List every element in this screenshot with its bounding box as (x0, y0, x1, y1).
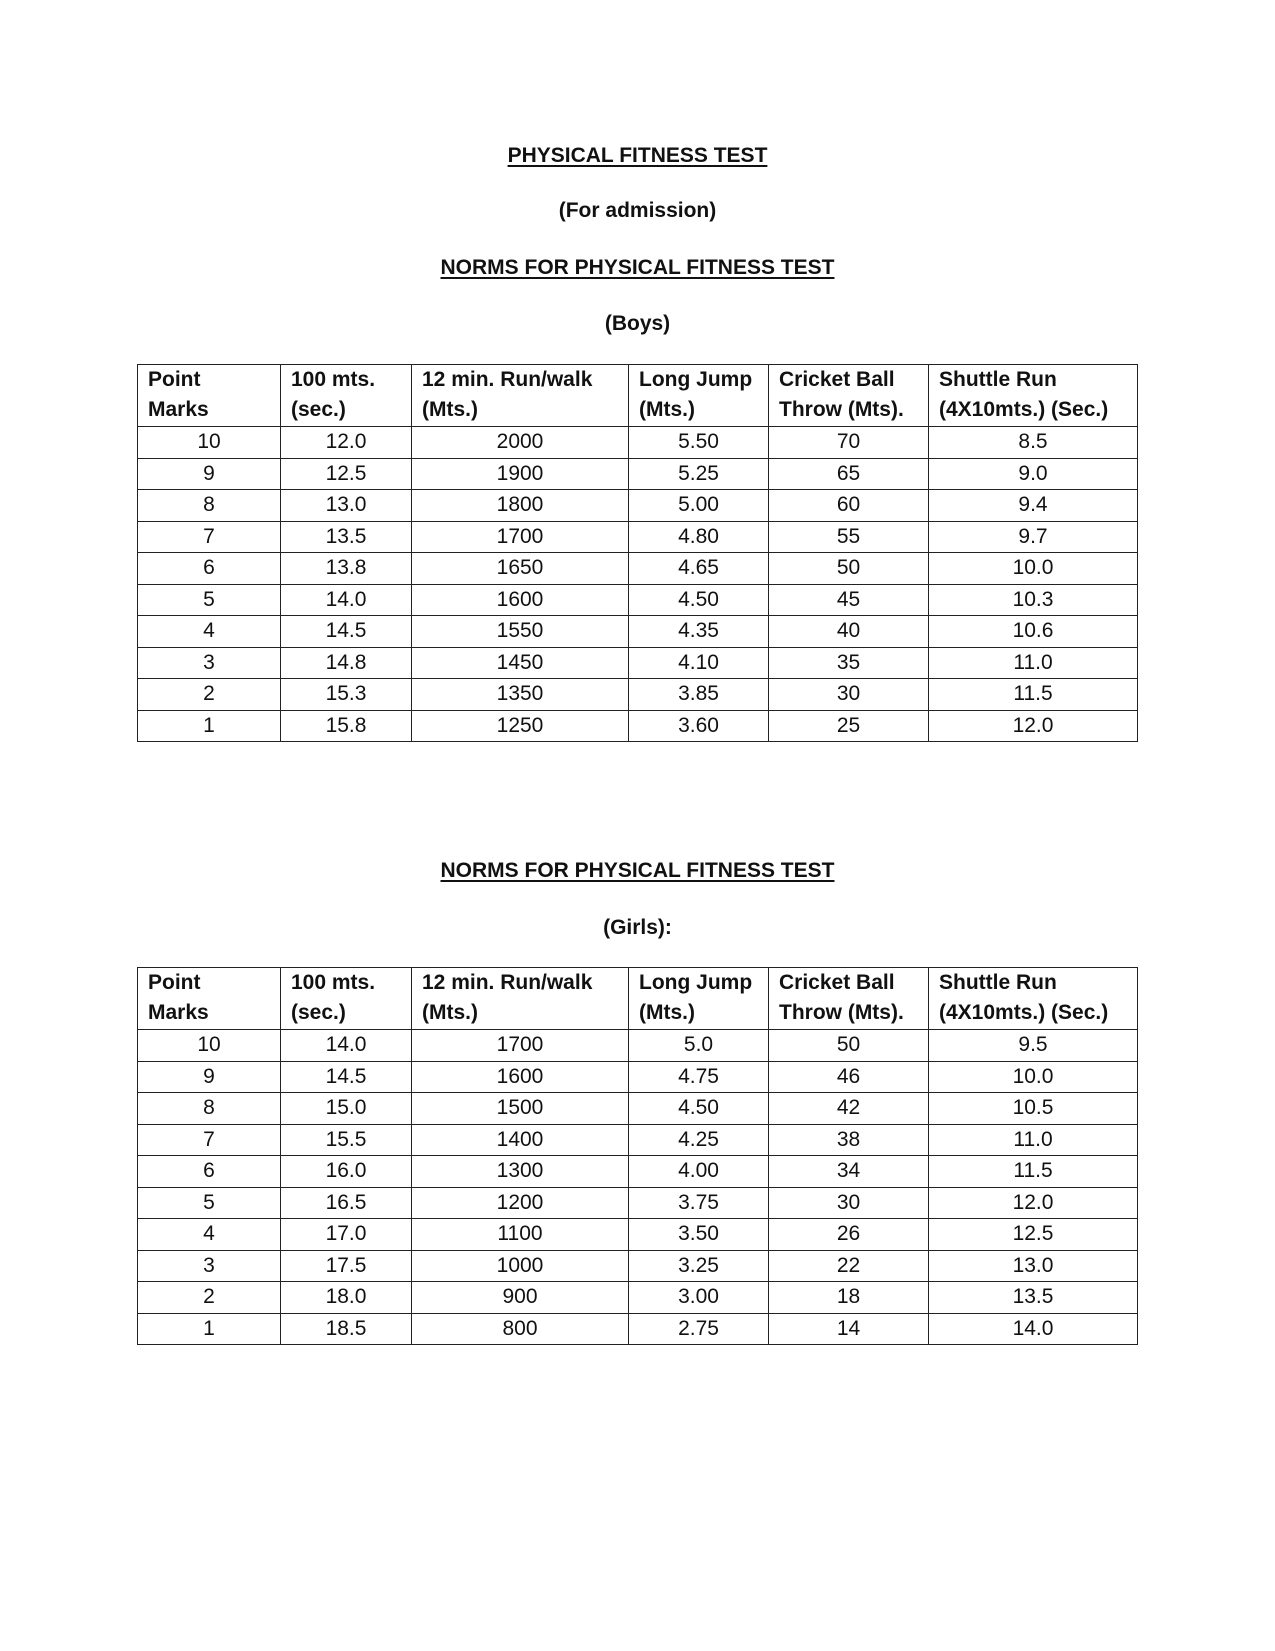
cell-shuttle-run: 12.0 (929, 1187, 1138, 1219)
cell-point-marks: 3 (138, 647, 281, 679)
cell-shuttle-run: 9.7 (929, 521, 1138, 553)
cell-long-jump: 5.50 (629, 427, 769, 459)
cell-long-jump: 4.10 (629, 647, 769, 679)
cell-shuttle-run: 8.5 (929, 427, 1138, 459)
cell-12-min-run-walk: 900 (412, 1282, 629, 1314)
cell-shuttle-run: 9.4 (929, 490, 1138, 522)
cell-12-min-run-walk: 1600 (412, 1061, 629, 1093)
cell-point-marks: 3 (138, 1250, 281, 1282)
table-row (138, 490, 1138, 522)
cell-long-jump: 3.85 (629, 679, 769, 711)
cell-long-jump: 4.75 (629, 1061, 769, 1093)
boys-section-heading: NORMS FOR PHYSICAL FITNESS TEST (440, 256, 835, 279)
cell-long-jump: 4.25 (629, 1124, 769, 1156)
girls-table-header (138, 968, 1138, 1030)
cell-100-mts: 13.0 (281, 490, 412, 522)
cell-long-jump: 5.25 (629, 458, 769, 490)
cell-long-jump: 3.25 (629, 1250, 769, 1282)
header-shuttle-run: Shuttle Run (4X10mts.) (Sec.) (929, 365, 1138, 427)
cell-point-marks: 8 (138, 490, 281, 522)
cell-12-min-run-walk: 800 (412, 1313, 629, 1345)
cell-long-jump: 3.00 (629, 1282, 769, 1314)
table-row (138, 427, 1138, 459)
girls-group-label: (Girls): (603, 916, 672, 939)
cell-100-mts: 15.5 (281, 1124, 412, 1156)
cell-cricket-ball-throw: 30 (769, 1187, 929, 1219)
girls-norms-table (137, 967, 1138, 1345)
cell-100-mts: 12.5 (281, 458, 412, 490)
cell-100-mts: 13.8 (281, 553, 412, 585)
cell-long-jump: 4.35 (629, 616, 769, 648)
cell-shuttle-run: 12.5 (929, 1219, 1138, 1251)
cell-100-mts: 17.5 (281, 1250, 412, 1282)
header-row (138, 968, 1138, 1030)
table-row (138, 679, 1138, 711)
cell-cricket-ball-throw: 30 (769, 679, 929, 711)
cell-cricket-ball-throw: 18 (769, 1282, 929, 1314)
boys-table-header (138, 365, 1138, 427)
cell-cricket-ball-throw: 70 (769, 427, 929, 459)
cell-12-min-run-walk: 1400 (412, 1124, 629, 1156)
cell-100-mts: 14.0 (281, 1030, 412, 1062)
cell-cricket-ball-throw: 46 (769, 1061, 929, 1093)
cell-point-marks: 10 (138, 1030, 281, 1062)
cell-cricket-ball-throw: 14 (769, 1313, 929, 1345)
cell-100-mts: 15.8 (281, 710, 412, 742)
cell-100-mts: 14.5 (281, 616, 412, 648)
cell-point-marks: 10 (138, 427, 281, 459)
header-cricket-ball-throw: Cricket Ball Throw (Mts). (769, 365, 929, 427)
cell-long-jump: 5.0 (629, 1030, 769, 1062)
cell-cricket-ball-throw: 38 (769, 1124, 929, 1156)
cell-100-mts: 13.5 (281, 521, 412, 553)
header-long-jump: Long Jump (Mts.) (629, 365, 769, 427)
cell-point-marks: 1 (138, 710, 281, 742)
table-row (138, 1313, 1138, 1345)
header-point-marks: Point Marks (138, 968, 281, 1030)
cell-point-marks: 2 (138, 679, 281, 711)
boys-norms-table (137, 364, 1138, 742)
cell-12-min-run-walk: 1700 (412, 1030, 629, 1062)
table-row (138, 1061, 1138, 1093)
header-long-jump: Long Jump (Mts.) (629, 968, 769, 1030)
page-subtitle: (For admission) (558, 199, 717, 222)
cell-cricket-ball-throw: 50 (769, 553, 929, 585)
cell-cricket-ball-throw: 42 (769, 1093, 929, 1125)
cell-cricket-ball-throw: 40 (769, 616, 929, 648)
cell-point-marks: 6 (138, 1156, 281, 1188)
table-row (138, 1030, 1138, 1062)
table-row (138, 521, 1138, 553)
cell-point-marks: 4 (138, 616, 281, 648)
cell-cricket-ball-throw: 25 (769, 710, 929, 742)
cell-shuttle-run: 10.6 (929, 616, 1138, 648)
cell-100-mts: 14.5 (281, 1061, 412, 1093)
cell-12-min-run-walk: 1900 (412, 458, 629, 490)
table-row (138, 1156, 1138, 1188)
cell-point-marks: 9 (138, 1061, 281, 1093)
cell-point-marks: 4 (138, 1219, 281, 1251)
cell-cricket-ball-throw: 34 (769, 1156, 929, 1188)
cell-12-min-run-walk: 1100 (412, 1219, 629, 1251)
page-title: PHYSICAL FITNESS TEST (507, 144, 768, 167)
cell-shuttle-run: 9.5 (929, 1030, 1138, 1062)
table-row (138, 584, 1138, 616)
header-100-mts: 100 mts. (sec.) (281, 968, 412, 1030)
cell-shuttle-run: 10.5 (929, 1093, 1138, 1125)
cell-100-mts: 15.3 (281, 679, 412, 711)
cell-cricket-ball-throw: 35 (769, 647, 929, 679)
cell-12-min-run-walk: 1800 (412, 490, 629, 522)
cell-point-marks: 8 (138, 1093, 281, 1125)
cell-12-min-run-walk: 1000 (412, 1250, 629, 1282)
cell-100-mts: 18.0 (281, 1282, 412, 1314)
table-row (138, 458, 1138, 490)
cell-cricket-ball-throw: 26 (769, 1219, 929, 1251)
cell-shuttle-run: 11.0 (929, 1124, 1138, 1156)
cell-100-mts: 17.0 (281, 1219, 412, 1251)
cell-point-marks: 5 (138, 1187, 281, 1219)
cell-long-jump: 4.50 (629, 584, 769, 616)
boys-table-body (138, 427, 1138, 742)
cell-point-marks: 7 (138, 521, 281, 553)
cell-100-mts: 12.0 (281, 427, 412, 459)
cell-long-jump: 3.50 (629, 1219, 769, 1251)
cell-shuttle-run: 11.5 (929, 679, 1138, 711)
cell-cricket-ball-throw: 65 (769, 458, 929, 490)
cell-12-min-run-walk: 1700 (412, 521, 629, 553)
cell-cricket-ball-throw: 60 (769, 490, 929, 522)
cell-cricket-ball-throw: 50 (769, 1030, 929, 1062)
cell-point-marks: 9 (138, 458, 281, 490)
cell-12-min-run-walk: 1450 (412, 647, 629, 679)
header-100-mts: 100 mts. (sec.) (281, 365, 412, 427)
header-12-min-run-walk: 12 min. Run/walk (Mts.) (412, 968, 629, 1030)
cell-shuttle-run: 13.5 (929, 1282, 1138, 1314)
cell-long-jump: 4.65 (629, 553, 769, 585)
cell-12-min-run-walk: 1550 (412, 616, 629, 648)
cell-cricket-ball-throw: 45 (769, 584, 929, 616)
table-row (138, 553, 1138, 585)
cell-cricket-ball-throw: 22 (769, 1250, 929, 1282)
cell-long-jump: 4.00 (629, 1156, 769, 1188)
cell-12-min-run-walk: 1200 (412, 1187, 629, 1219)
cell-12-min-run-walk: 1350 (412, 679, 629, 711)
cell-cricket-ball-throw: 55 (769, 521, 929, 553)
header-shuttle-run: Shuttle Run (4X10mts.) (Sec.) (929, 968, 1138, 1030)
cell-12-min-run-walk: 1650 (412, 553, 629, 585)
cell-shuttle-run: 11.5 (929, 1156, 1138, 1188)
girls-section-heading: NORMS FOR PHYSICAL FITNESS TEST (440, 859, 835, 882)
cell-shuttle-run: 10.0 (929, 1061, 1138, 1093)
cell-point-marks: 6 (138, 553, 281, 585)
cell-point-marks: 2 (138, 1282, 281, 1314)
cell-100-mts: 16.5 (281, 1187, 412, 1219)
cell-long-jump: 4.50 (629, 1093, 769, 1125)
cell-100-mts: 16.0 (281, 1156, 412, 1188)
cell-12-min-run-walk: 1250 (412, 710, 629, 742)
cell-shuttle-run: 10.0 (929, 553, 1138, 585)
table-row (138, 1187, 1138, 1219)
header-12-min-run-walk: 12 min. Run/walk (Mts.) (412, 365, 629, 427)
cell-12-min-run-walk: 1300 (412, 1156, 629, 1188)
cell-shuttle-run: 10.3 (929, 584, 1138, 616)
header-row (138, 365, 1138, 427)
table-row (138, 1282, 1138, 1314)
table-row (138, 616, 1138, 648)
cell-long-jump: 4.80 (629, 521, 769, 553)
table-row (138, 710, 1138, 742)
table-row (138, 1250, 1138, 1282)
cell-shuttle-run: 9.0 (929, 458, 1138, 490)
table-row (138, 1124, 1138, 1156)
cell-shuttle-run: 13.0 (929, 1250, 1138, 1282)
cell-100-mts: 15.0 (281, 1093, 412, 1125)
cell-shuttle-run: 11.0 (929, 647, 1138, 679)
cell-shuttle-run: 14.0 (929, 1313, 1138, 1345)
cell-point-marks: 5 (138, 584, 281, 616)
cell-long-jump: 5.00 (629, 490, 769, 522)
cell-long-jump: 3.60 (629, 710, 769, 742)
header-cricket-ball-throw: Cricket Ball Throw (Mts). (769, 968, 929, 1030)
cell-shuttle-run: 12.0 (929, 710, 1138, 742)
cell-long-jump: 3.75 (629, 1187, 769, 1219)
cell-12-min-run-walk: 1600 (412, 584, 629, 616)
table-row (138, 1093, 1138, 1125)
cell-point-marks: 7 (138, 1124, 281, 1156)
cell-100-mts: 14.0 (281, 584, 412, 616)
header-point-marks: Point Marks (138, 365, 281, 427)
cell-12-min-run-walk: 2000 (412, 427, 629, 459)
girls-table-body (138, 1030, 1138, 1345)
cell-long-jump: 2.75 (629, 1313, 769, 1345)
cell-point-marks: 1 (138, 1313, 281, 1345)
table-row (138, 647, 1138, 679)
cell-100-mts: 14.8 (281, 647, 412, 679)
boys-group-label: (Boys) (604, 312, 671, 335)
cell-12-min-run-walk: 1500 (412, 1093, 629, 1125)
table-row (138, 1219, 1138, 1251)
cell-100-mts: 18.5 (281, 1313, 412, 1345)
